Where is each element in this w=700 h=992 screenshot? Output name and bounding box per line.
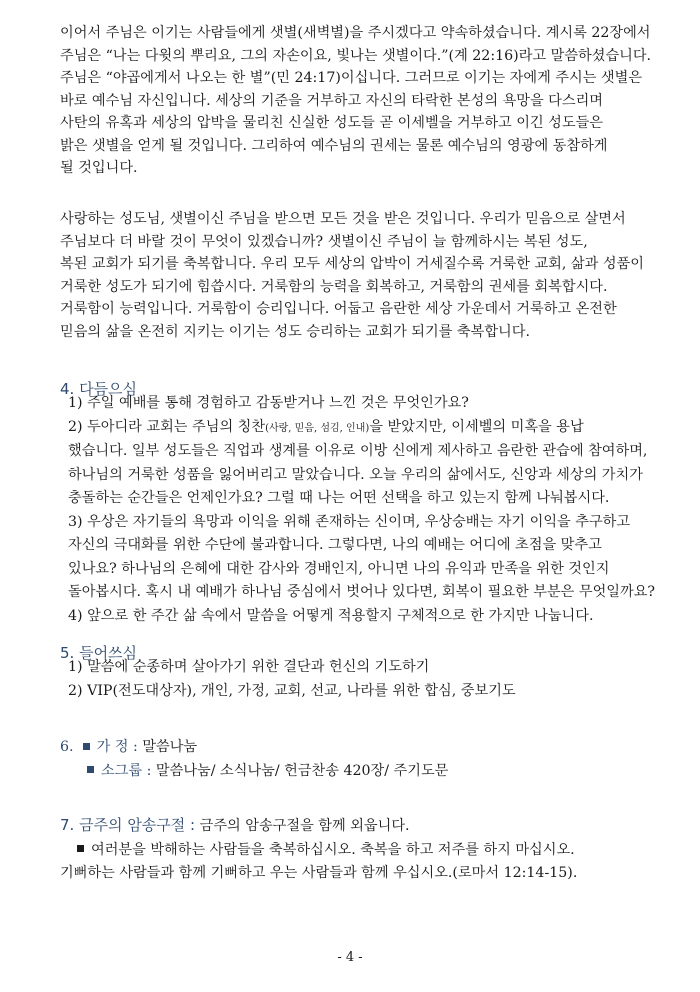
square-bullet-icon	[77, 845, 84, 852]
closing-line: 주님보다 더 바랄 것이 무엇이 있겠습니까? 샛별이신 주님이 늘 함께하시는 복된 성도,	[60, 233, 588, 250]
question-2-line: 충돌하는 순간들은 언제인가요? 그럴 때 나는 어떤 선택을 하고 있는지 함께 나눠봅시다.	[68, 490, 610, 506]
closing-line: 복된 교회가 되기를 축복합니다. 우리 모두 세상의 압박이 거세질수록 거룩한 교회, 삶과 성품이	[60, 256, 644, 272]
question-2-line: 하나님의 거룩한 성품을 잃어버리고 말았습니다. 오늘 우리의 삶에서도, 신앙과 세상의 가치가	[68, 466, 643, 483]
intro-line: 될 것입니다.	[60, 160, 138, 176]
question-3-line: 있나요? 하나님의 은혜에 대한 감사와 경배인지, 아니면 나의 유익과 만족을 위한 것인지	[68, 560, 610, 577]
closing-line: 거룩함이 능력입니다. 거룩함이 승리입니다. 어둡고 음란한 세상 가운데서 거룩하고 온전한	[60, 301, 617, 317]
question-2-line: 했습니다. 일부 성도들은 직업과 생계를 이유로 이방 신에게 제사하고 음란한 관습에 참여하며,	[68, 443, 648, 459]
section7	[60, 814, 646, 886]
intro-line: 사탄의 유혹과 세상의 압박을 물리친 신실한 성도들 곧 이세벨을 거부하고 이긴 성도들은	[60, 115, 603, 131]
section6	[60, 736, 638, 783]
question-4: 4) 앞으로 한 주간 삶 속에서 말씀을 어떻게 적용할지 구체적으로 한 가지만 나눕니다.	[68, 607, 594, 624]
section4-questions	[68, 392, 656, 628]
intro-paragraph	[60, 22, 652, 180]
page-number: - 4 -	[337, 950, 363, 965]
memory-verse-line: 기뻐하는 사람들과 함께 기뻐하고 우는 사람들과 함께 우십시오.(로마서 12:14-15).	[60, 865, 578, 881]
prayer-item: 2) VIP(전도대상자), 개인, 가정, 교회, 선교, 나라를 위한 합심, 중보기도	[68, 682, 516, 699]
closing-paragraph	[60, 208, 646, 343]
question-1: 1) 주일 예배를 통해 경험하고 감동받거나 느낀 것은 무엇인가요?	[68, 395, 469, 411]
section7-heading-line: 7. 금주의 암송구절 : 금주의 암송구절을 함께 외웁니다.	[60, 816, 410, 834]
section5-items	[68, 656, 646, 703]
section4-heading: 4. 다듬으심	[60, 380, 138, 398]
section5-heading: 5. 들어쓰심	[60, 644, 138, 662]
question-2-first-line: 2) 두아디라 교회는 주님의 칭찬(사랑, 믿음, 섬김, 인내)을 받았지만, 이세벨의 미혹을 용납	[68, 418, 584, 435]
section6-row-smallgroup: 소그룹 : 말씀나눔/ 소식나눔/ 헌금찬송 420장/ 주기도문	[60, 760, 638, 784]
intro-line: 주님은 “나는 다윗의 뿌리요, 그의 자손이요, 빛나는 샛별이다.”(계 22:16)라고 말씀하셨습니다.	[60, 47, 652, 64]
closing-line: 거룩한 성도가 되기에 힘씁시다. 거룩함의 능력을 회복하고, 거룩함의 권세를 회복합시다.	[60, 278, 608, 295]
square-bullet-icon	[87, 766, 94, 773]
square-bullet-icon	[83, 743, 90, 750]
section6-row-home: 6. 가 정 : 말씀나눔	[60, 739, 198, 755]
prayer-item: 1) 말씀에 순종하며 살아가기 위한 결단과 헌신의 기도하기	[68, 659, 430, 675]
question-3-line: 자신의 극대화를 위한 수단에 불과합니다. 그렇다면, 나의 예배는 어디에 초점을 맞추고	[68, 537, 602, 553]
question-3-line: 돌아봅시다. 혹시 내 예배가 하나님 중심에서 벗어나 있다면, 회복이 필요한 부분은 무엇일까요?	[68, 584, 656, 600]
intro-line: 바로 예수님 자신입니다. 세상의 기준을 거부하고 자신의 타락한 본성의 욕망을 다스리며	[60, 92, 603, 109]
intro-line: 주님은 “야곱에게서 나오는 한 별”(민 24:17)이십니다. 그러므로 이기는 자에게 주시는 샛별은	[60, 70, 643, 86]
intro-line: 밝은 샛별을 얻게 될 것입니다. 그리하여 예수님의 권세는 물론 예수님의 영광에 동참하게	[60, 137, 608, 154]
memory-verse-line: 여러분을 박해하는 사람들을 축복하십시오. 축복을 하고 저주를 하지 마십시오.	[60, 839, 646, 863]
question-3-line: 3) 우상은 자기들의 욕망과 이익을 위해 존재하는 신이며, 우상숭배는 자기 이익을 추구하고	[68, 513, 631, 530]
closing-line: 믿음의 삶을 온전히 지키는 이기는 성도 승리하는 교회가 되기를 축복합니다.	[60, 323, 530, 340]
closing-line: 사랑하는 성도님, 샛별이신 주님을 받으면 모든 것을 받은 것입니다. 우리가 믿음으로 살면서	[60, 211, 626, 227]
intro-line: 이어서 주님은 이기는 사람들에게 샛별(새벽별)을 주시겠다고 약속하셨습니다. 계시록 22장에서	[60, 25, 651, 41]
